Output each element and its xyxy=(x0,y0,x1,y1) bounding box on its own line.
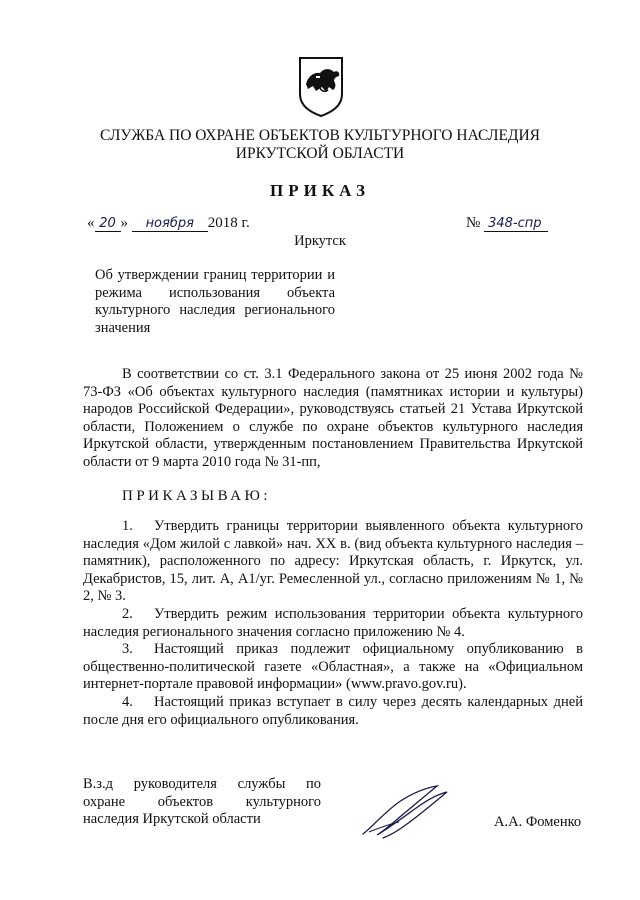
document-type: ПРИКАЗ xyxy=(270,181,370,200)
order-clauses xyxy=(83,518,583,729)
clause-4 xyxy=(83,694,583,729)
clause-text: Утвердить границы территории выявленного объекта культурного наследия «Дом жилой с лавкой» нач. XX в. (вид объекта культурного наследия – памятник), расположенного по адресу: Иркутская область, г. Иркутск, ул. Декабристов, 15, лит. А, А1/уг. Ремесленной ул., согласно приложениям № 1, № 2, № 3. xyxy=(83,518,583,605)
agency-name xyxy=(0,127,640,163)
coat-of-arms-icon xyxy=(296,54,346,118)
agency-name-line1: СЛУЖБА ПО ОХРАНЕ ОБЪЕКТОВ КУЛЬТУРНОГО НАСЛЕДИЯ xyxy=(99,127,541,144)
clause-number: 4. xyxy=(122,693,133,710)
signer-title-line2: охране объектов культурного xyxy=(83,793,321,810)
clause-text: Настоящий приказ вступает в силу через десять календарных дней после дня его официального опубликования. xyxy=(83,693,583,728)
date-day: 20 xyxy=(95,217,121,232)
date-month: ноября xyxy=(132,217,208,232)
order-number xyxy=(466,215,548,232)
date-year: 2018 г. xyxy=(207,215,250,231)
signer-name: А.А. Фоменко xyxy=(494,814,582,830)
agency-name-line2: ИРКУТСКОЙ ОБЛАСТИ xyxy=(235,145,405,162)
preamble: В соответствии со ст. 3.1 Федерального закона от 25 июня 2002 года № 73-ФЗ «Об объектах культурного наследия (памятниках истории и культуры) народов Российской Федерации», руководствуясь статьей 21 Устава Иркутской области, Положением о службе по охране объектов культурного наследия Иркутской области, утвержденным постановлением Правительства Иркутской области от 9 марта 2010 года № 31-пп, xyxy=(83,366,583,470)
order-date xyxy=(87,215,250,232)
date-quote-close: » xyxy=(120,215,128,231)
clause-1 xyxy=(83,518,583,606)
signer-title xyxy=(83,776,321,829)
date-quote-open: « xyxy=(87,215,95,231)
city: Иркутск xyxy=(294,233,346,249)
clause-2 xyxy=(83,606,583,641)
clause-number: 1. xyxy=(122,518,133,534)
clause-text: Настоящий приказ подлежит официальному опубликованию в общественно-политической газете «Областная», а также на «Официальном интернет-портале правовой информации» (www.pravo.gov.ru). xyxy=(83,641,583,693)
clause-text: Утвердить режим использования территории объекта культурного наследия регионального значения согласно приложению № 4. xyxy=(83,605,583,640)
handwritten-signature xyxy=(355,782,455,842)
clause-number: 2. xyxy=(122,605,133,622)
number-value: 348-спр xyxy=(484,217,548,232)
order-word: ПРИКАЗЫВАЮ: xyxy=(122,488,272,504)
signer-title-line1: В.з.д руководителя службы по xyxy=(83,776,321,792)
clause-number: 3. xyxy=(122,641,133,658)
clause-3 xyxy=(83,641,583,694)
number-prefix: № xyxy=(466,215,481,231)
signer-title-line3: наследия Иркутской области xyxy=(83,811,261,828)
order-subject: Об утверждении границ территории и режима использования объекта культурного наследия регионального значения xyxy=(95,267,335,336)
